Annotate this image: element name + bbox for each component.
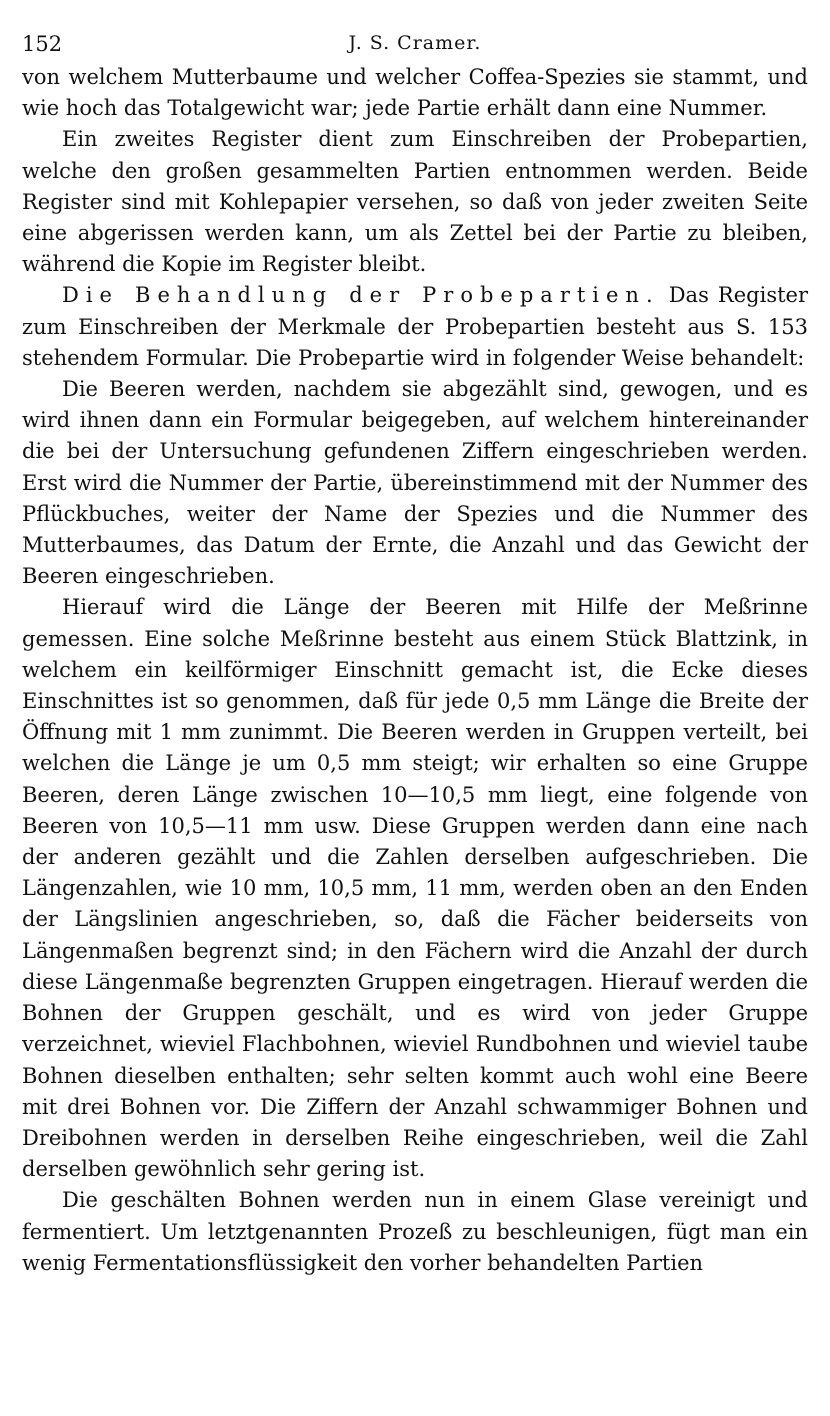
paragraph-2: Ein zweites Register dient zum Einschreiben der Probepartien, welche den großen gesammelten Partien entnommen werden. Beide Register sind mit Kohlepapier versehen, so daß von jeder zweiten Seite eine abgerissen werden kann, um als Zettel bei der Partie zu bleiben, während die Kopie im Register bleibt. xyxy=(22,127,808,277)
paragraph-4: Die Beeren werden, nachdem sie abgezählt sind, gewogen, und es wird ihnen dann ein Formular beigegeben, auf welchem hintereinander die bei der Untersuchung gefundenen Ziffern eingeschrieben werden. Erst wird die Nummer der Partie, übereinstimmend mit der Nummer des Pflückbuches, weiter der Name der Spezies und die Nummer des Mutterbaumes, das Datum der Ernte, die Anzahl und das Gewicht der Beeren eingeschrieben. xyxy=(22,377,808,589)
paragraph-3 xyxy=(22,280,808,374)
body-text xyxy=(22,62,808,1279)
page-header xyxy=(22,22,808,62)
running-head: J. S. Cramer. xyxy=(348,32,482,54)
paragraph-1: von welchem Mutterbaume und welcher Coffea-Spezies sie stammt, und wie hoch das Totalgewicht war; jede Partie erhält dann eine Nummer. xyxy=(22,65,808,121)
section-heading: Die Behandlung der Probepartien. xyxy=(62,283,660,308)
paragraph-5: Hierauf wird die Länge der Beeren mit Hilfe der Meßrinne gemessen. Eine solche Meßrinne besteht aus einem Stück Blattzink, in welchem ein keilförmiger Einschnitt gemacht ist, die Ecke dieses Einschnittes ist so genommen, daß für jede 0,5 mm Länge die Breite der Öffnung mit 1 mm zunimmt. Die Beeren werden in Gruppen verteilt, bei welchen die Länge je um 0,5 mm steigt; wir erhalten so eine Gruppe Beeren, deren Länge zwischen 10—10,5 mm liegt, eine folgende von Beeren von 10,5—11 mm usw. Diese Gruppen werden dann eine nach der anderen gezählt und die Zahlen derselben aufgeschrieben. Die Längenzahlen, wie 10 mm, 10,5 mm, 11 mm, werden oben an den Enden der Längslinien angeschrieben, so, daß die Fächer beiderseits von Längenmaßen begrenzt sind; in den Fächern wird die Anzahl der durch diese Längenmaße begrenzten Gruppen eingetragen. Hierauf werden die Bohnen der Gruppen geschält, und es wird von jeder Gruppe verzeichnet, wieviel Flachbohnen, wieviel Rundbohnen und wieviel taube Bohnen dieselben enthalten; sehr selten kommt auch wohl eine Beere mit drei Bohnen vor. Die Ziffern der Anzahl schwammiger Bohnen und Dreibohnen werden in derselben Reihe eingeschrieben, weil die Zahl derselben gewöhnlich sehr gering ist. xyxy=(22,595,808,1182)
paragraph-6: Die geschälten Bohnen werden nun in einem Glase vereinigt und fermentiert. Um letztgenannten Prozeß zu beschleunigen, fügt man ein wenig Fermentationsflüssigkeit den vorher behandelten Partien xyxy=(22,1188,808,1275)
paragraph-3-text: Das Register zum Einschreiben der Merkmale der Probepartien besteht aus S. 153 stehendem Formular. Die Probepartie wird in folgender Weise behandelt: xyxy=(22,283,808,370)
page-number: 152 xyxy=(22,32,63,56)
